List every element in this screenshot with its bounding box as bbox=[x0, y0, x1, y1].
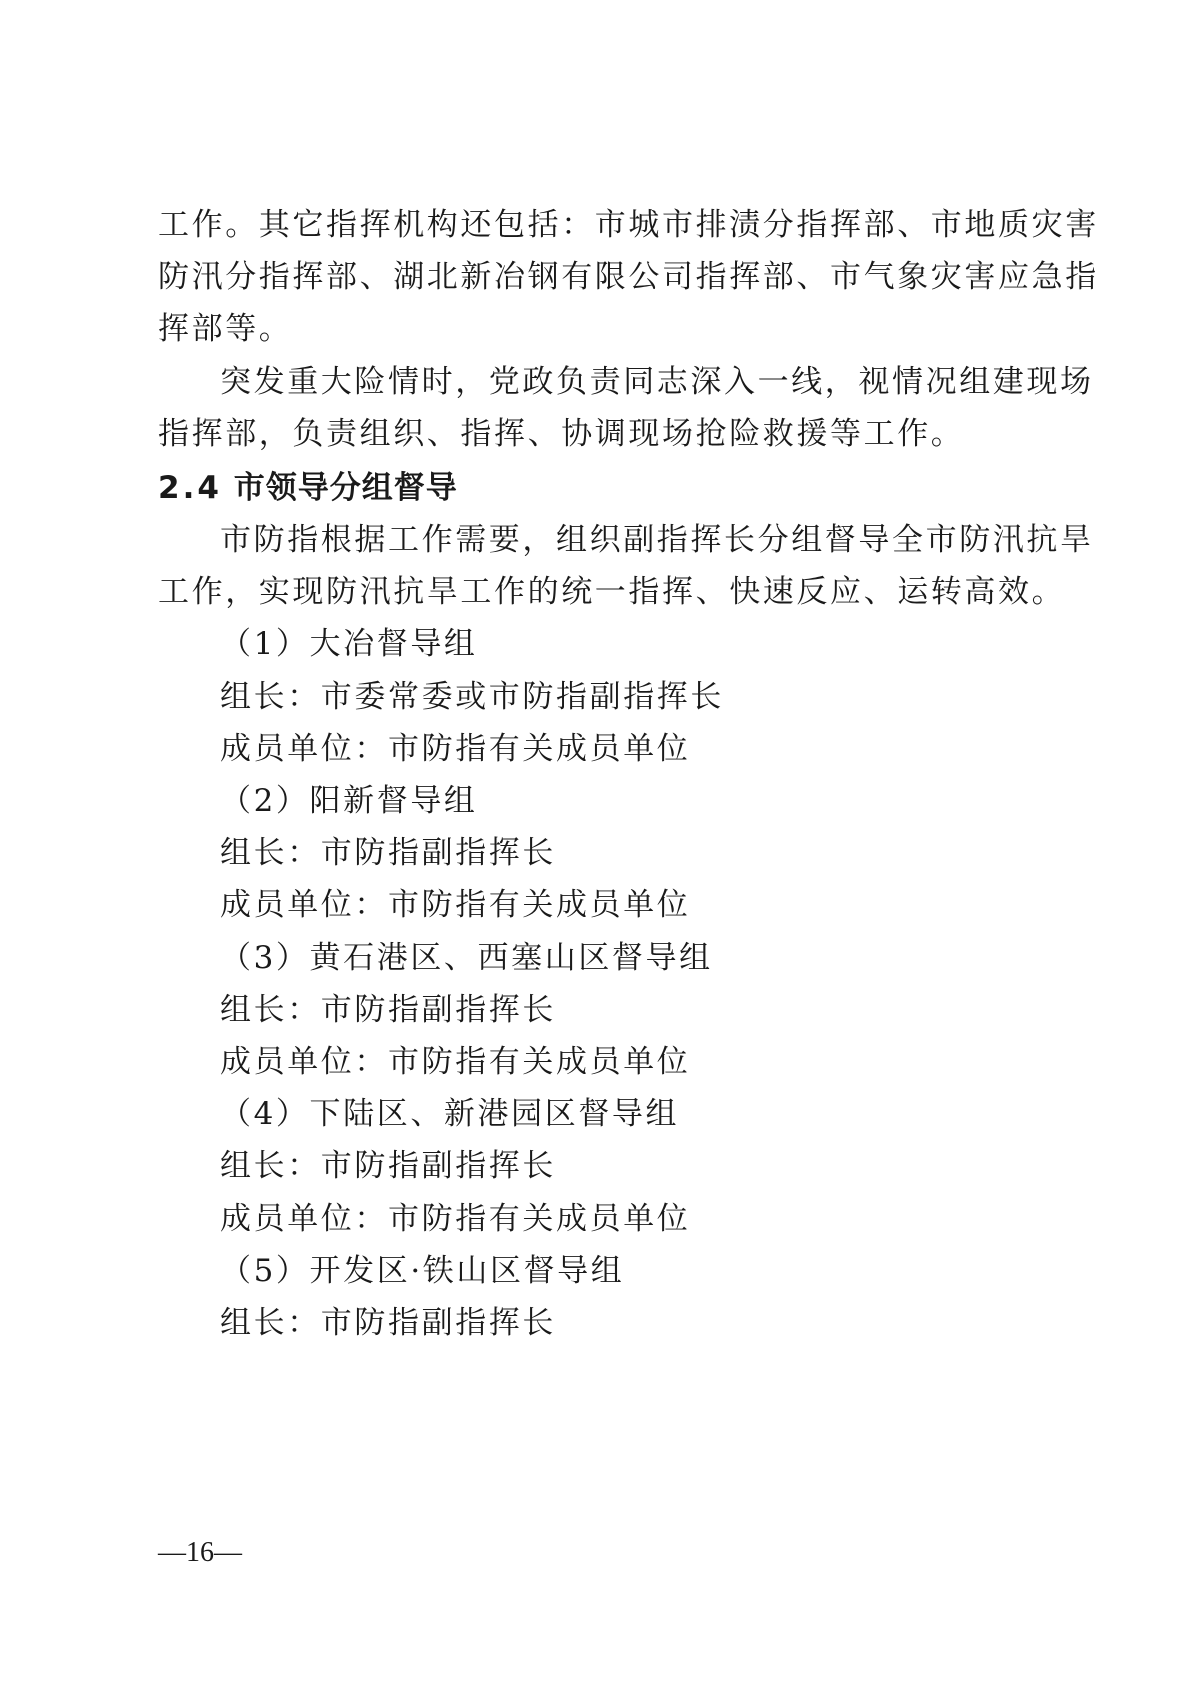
group-leader: 组长：市委常委或市防指副指挥长 bbox=[220, 679, 724, 715]
body-text-line: 工作，实现防汛抗旱工作的统一指挥、快速反应、运转高效。 bbox=[158, 574, 1066, 610]
group-members: 成员单位：市防指有关成员单位 bbox=[220, 1201, 691, 1237]
group-leader: 组长：市防指副指挥长 bbox=[220, 835, 556, 871]
section-title: 市领导分组督导 bbox=[233, 470, 458, 506]
group-title: （4）下陆区、新港园区督导组 bbox=[220, 1096, 680, 1132]
body-text-line: 突发重大险情时，党政负责同志深入一线，视情况组建现场 bbox=[220, 364, 1094, 400]
group-leader: 组长：市防指副指挥长 bbox=[220, 1305, 556, 1341]
body-text-line: 市防指根据工作需要，组织副指挥长分组督导全市防汛抗旱 bbox=[220, 522, 1094, 558]
group-members: 成员单位：市防指有关成员单位 bbox=[220, 731, 691, 767]
group-title: （3）黄石港区、西塞山区督导组 bbox=[220, 940, 713, 976]
body-text-line: 挥部等。 bbox=[158, 311, 293, 347]
page-number: —16— bbox=[158, 1537, 242, 1568]
body-text-line: 工作。其它指挥机构还包括：市城市排渍分指挥部、市地质灾害 bbox=[158, 207, 1099, 243]
group-title: （5）开发区·铁山区督导组 bbox=[220, 1253, 625, 1289]
body-text-line: 防汛分指挥部、湖北新冶钢有限公司指挥部、市气象灾害应急指 bbox=[158, 259, 1099, 295]
group-members: 成员单位：市防指有关成员单位 bbox=[220, 887, 691, 923]
group-title: （1）大冶督导组 bbox=[220, 626, 478, 662]
group-leader: 组长：市防指副指挥长 bbox=[220, 992, 556, 1028]
section-number: 2.4 bbox=[158, 470, 222, 506]
section-heading bbox=[158, 468, 1058, 508]
group-members: 成员单位：市防指有关成员单位 bbox=[220, 1044, 691, 1080]
group-title: （2）阳新督导组 bbox=[220, 783, 478, 819]
group-leader: 组长：市防指副指挥长 bbox=[220, 1148, 556, 1184]
body-text-line: 指挥部，负责组织、指挥、协调现场抢险救援等工作。 bbox=[158, 416, 965, 452]
